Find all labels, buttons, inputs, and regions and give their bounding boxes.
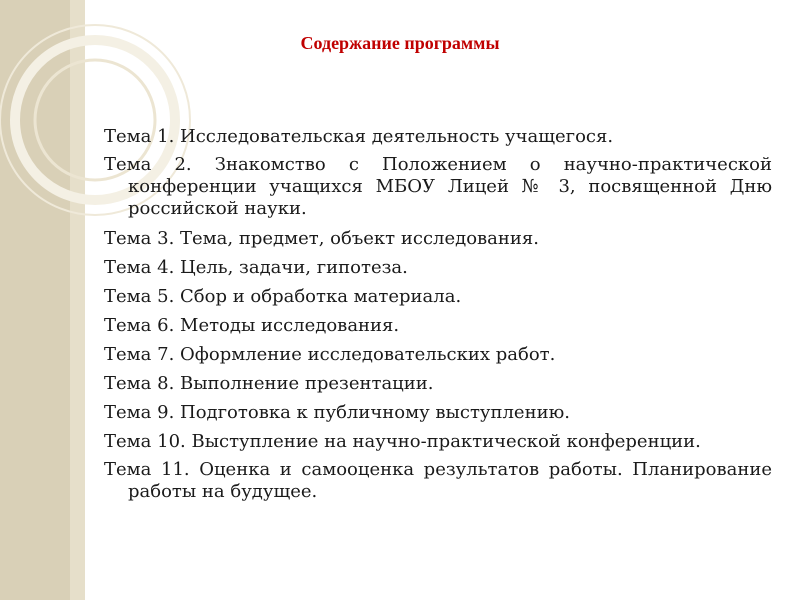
topic-item: Тема 3. Тема, предмет, объект исследования. bbox=[104, 228, 539, 249]
topic-item: Тема 7. Оформление исследовательских работ. bbox=[104, 344, 556, 365]
topic-item: Тема 4. Цель, задачи, гипотеза. bbox=[104, 257, 408, 278]
topic-item: Тема 1. Исследовательская деятельность учащегося. bbox=[104, 126, 614, 147]
topic-item: Тема 6. Методы исследования. bbox=[104, 315, 400, 336]
topic-item: Тема 8. Выполнение презентации. bbox=[104, 373, 434, 394]
topic-item: Тема 11. Оценка и самооценка результатов работы. Планирование работы на будущее. bbox=[104, 459, 772, 502]
topic-item: Тема 9. Подготовка к публичному выступлению. bbox=[104, 402, 570, 423]
topic-item: Тема 2. Знакомство с Положением о научно-практической конференции учащихся МБОУ Лицей № 3, посвященной Дню российской науки. bbox=[104, 154, 772, 219]
slide-title: Содержание программы bbox=[300, 33, 500, 53]
topic-item: Тема 5. Сбор и обработка материала. bbox=[104, 286, 462, 307]
topic-item: Тема 10. Выступление на научно-практической конференции. bbox=[104, 431, 701, 452]
topics-list bbox=[104, 122, 772, 507]
